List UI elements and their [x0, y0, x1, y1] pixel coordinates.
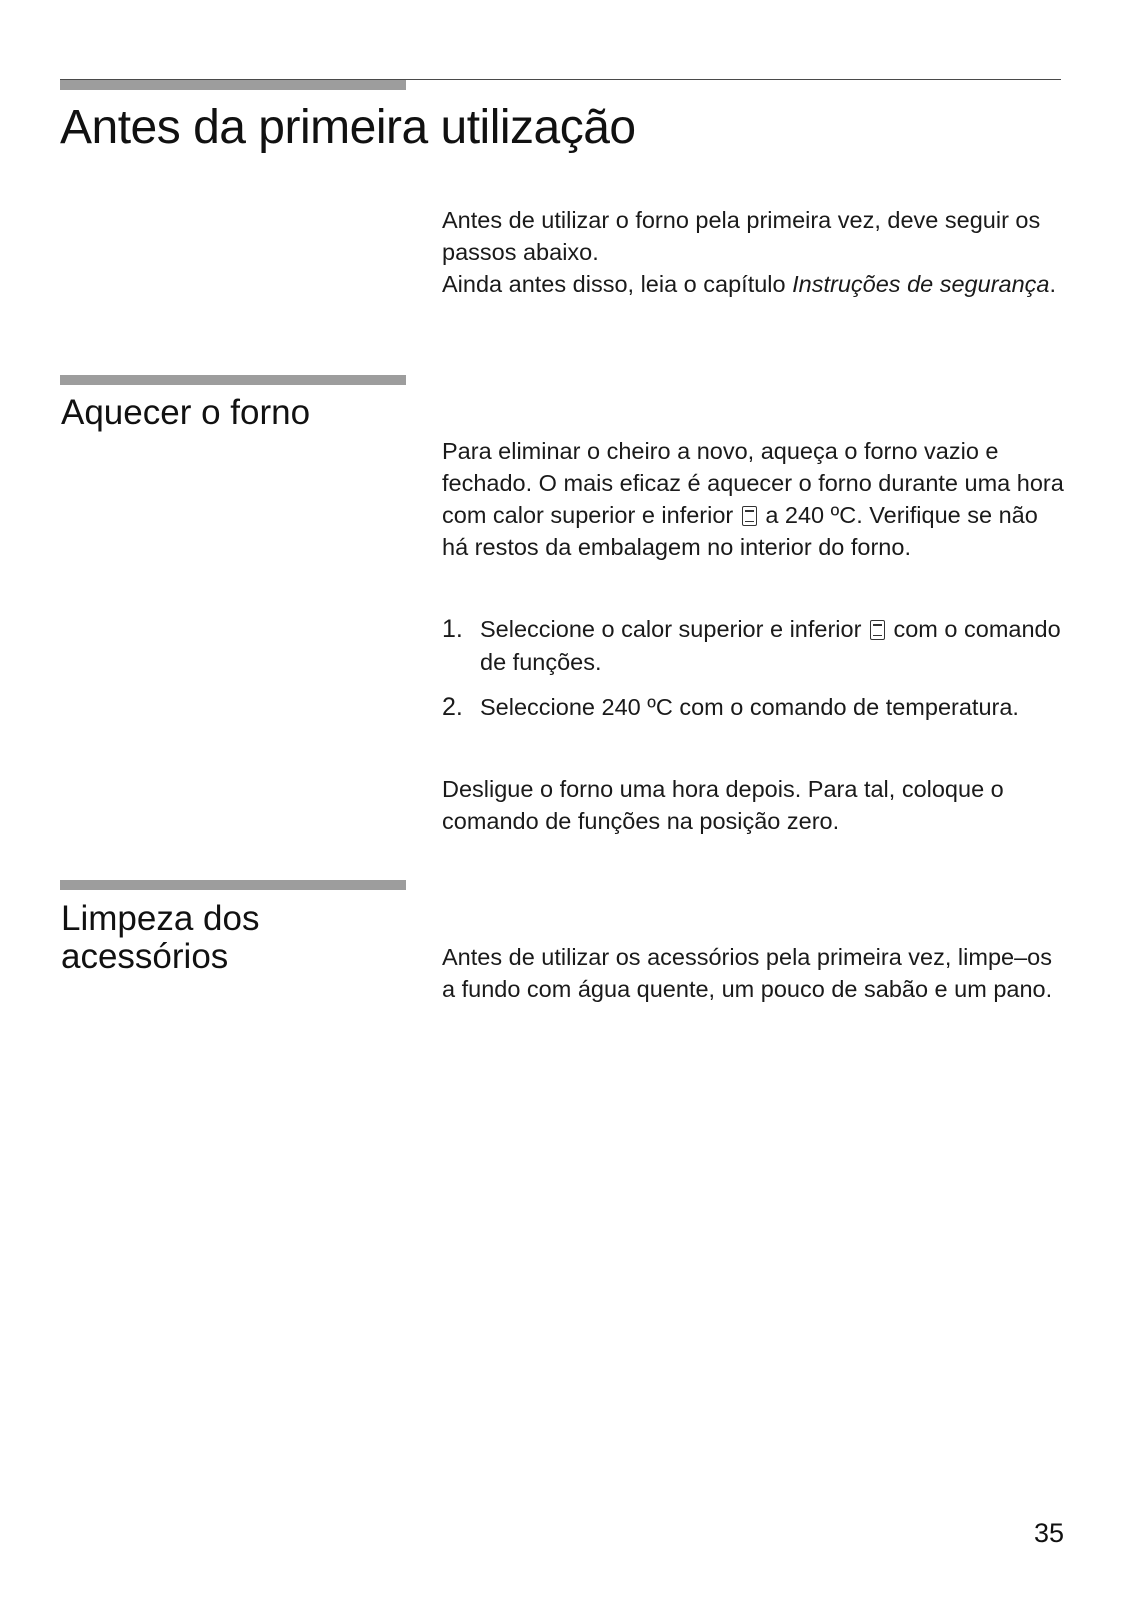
intro-line2-prefix: Ainda antes disso, leia o capítulo [442, 271, 793, 297]
intro-line1: Antes de utilizar o forno pela primeira vez, deve seguir os passos abaixo. [442, 207, 1041, 265]
section-bar-heat [60, 375, 406, 385]
section-bar-clean [60, 880, 406, 890]
step1-text-part1: Seleccione o calor superior e inferior [480, 616, 862, 642]
intro-line2-suffix: . [1049, 271, 1057, 297]
step-text: Seleccione 240 ºC com o comando de temperatura. [480, 694, 1019, 720]
intro-paragraph [442, 204, 1067, 300]
clean-paragraph: Antes de utilizar os acessórios pela primeira vez, limpe–os a fundo com água quente, um pouco de sabão e um pano. [442, 944, 1053, 1002]
section-heading-heat: Aquecer o forno [61, 393, 311, 432]
heat-paragraph-part1: Para eliminar o cheiro a novo, aqueça o forno vazio e fechado. O mais eficaz é aquecer o forno durante uma hora com calor superior e inferior [442, 438, 1064, 528]
step-item [442, 691, 1067, 724]
heat-paragraph-part2: a 240 ºC. Verifique se não há restos da embalagem no interior do forno. [442, 502, 1038, 560]
step-number: 2. [442, 693, 463, 721]
switch-off-paragraph: Desligue o forno uma hora depois. Para tal, coloque o comando de funções na posição zero. [442, 776, 1004, 834]
step-text [480, 613, 1067, 679]
top-bottom-heat-icon [742, 506, 757, 526]
page-number: 35 [1033, 1518, 1064, 1548]
safety-chapter-reference: Instruções de segurança [792, 271, 1050, 297]
page-title: Antes da primeira utilização [60, 101, 636, 154]
heat-paragraph [442, 435, 1067, 563]
title-bar [60, 80, 406, 90]
step1-text-part2: com o comando de funções. [480, 616, 1061, 675]
top-bottom-heat-icon [870, 620, 885, 640]
step-item [442, 613, 1067, 679]
section-heading-clean: Limpeza dos acessórios [61, 899, 260, 976]
step-number: 1. [442, 615, 463, 643]
